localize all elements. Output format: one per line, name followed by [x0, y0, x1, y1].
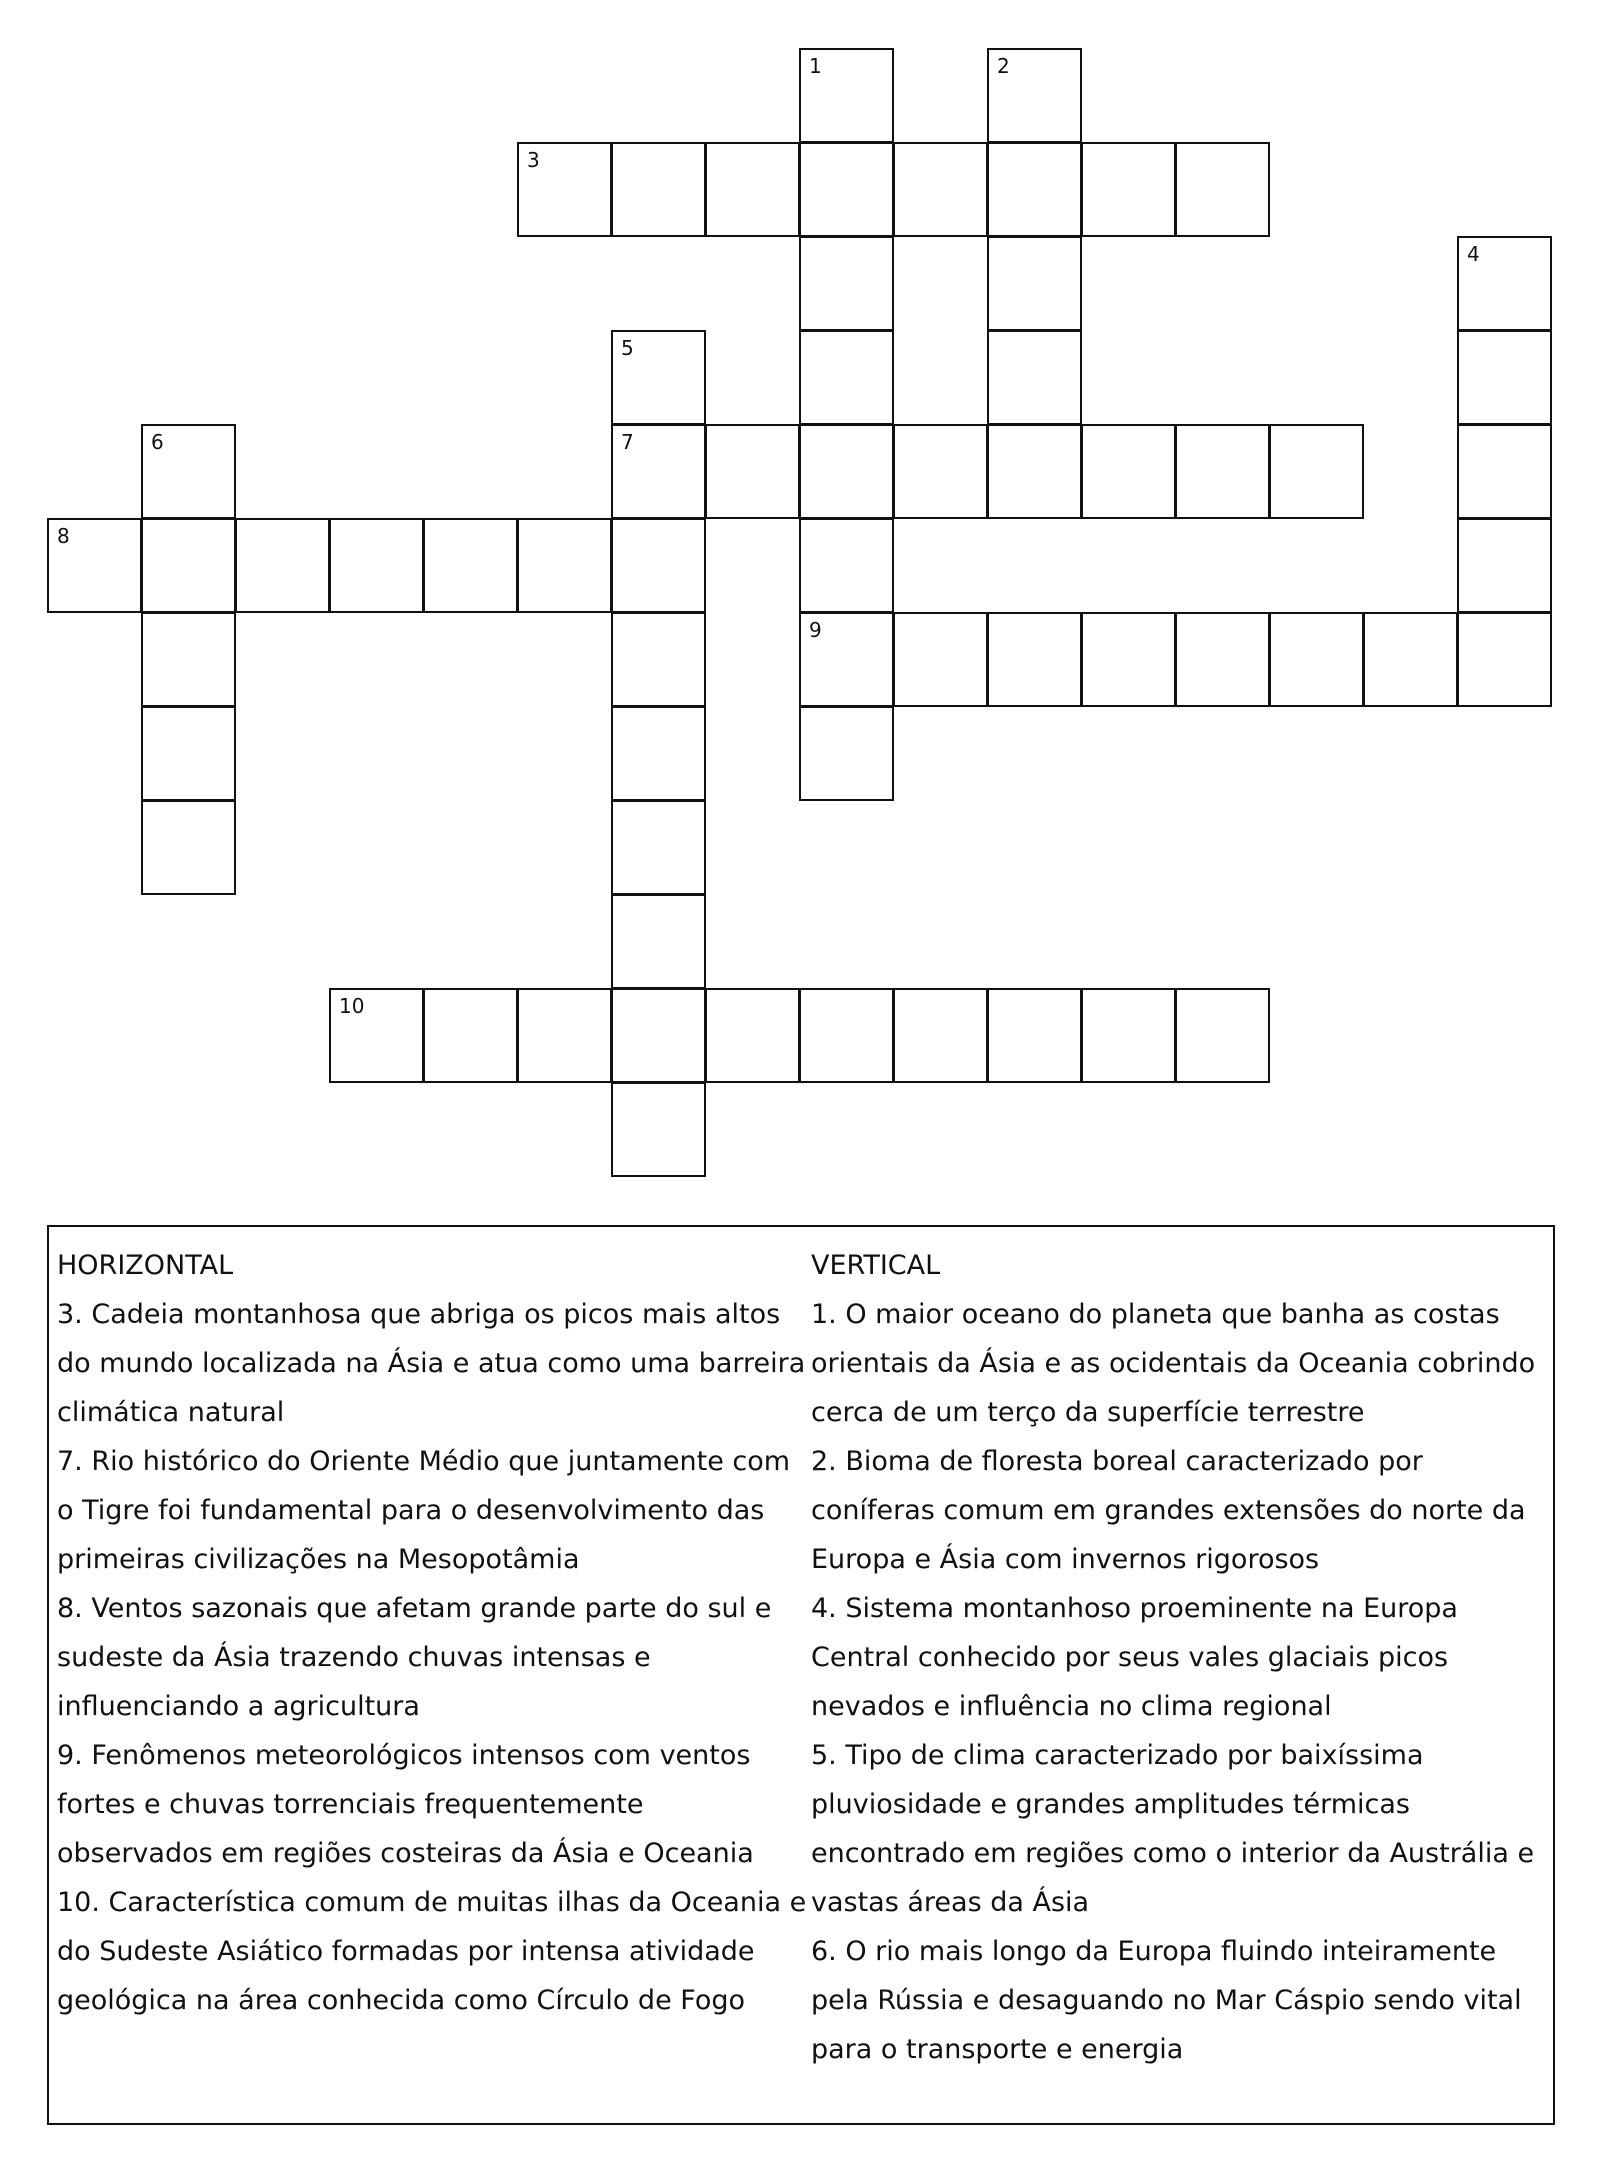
clue-number: 1 [809, 54, 822, 78]
clues-box [47, 1225, 1555, 2125]
grid-cell[interactable] [1081, 988, 1176, 1083]
grid-cell[interactable] [799, 330, 894, 425]
grid-cell[interactable] [1081, 424, 1176, 519]
grid-cell[interactable] [893, 988, 988, 1083]
vertical-clue-line: 2. Bioma de floresta boreal caracterizado por [811, 1446, 1423, 1477]
horizontal-clue-line: do mundo localizada na Ásia e atua como uma barreira [57, 1348, 806, 1379]
grid-cell[interactable] [799, 424, 894, 519]
grid-cell[interactable] [1175, 142, 1270, 237]
horizontal-clues-column [57, 1241, 817, 2025]
grid-cell[interactable] [1269, 424, 1364, 519]
horizontal-clue-line: 7. Rio histórico do Oriente Médio que juntamente com [57, 1446, 791, 1477]
grid-cell[interactable] [1457, 424, 1552, 519]
grid-cell[interactable] [799, 612, 894, 707]
grid-cell[interactable] [799, 48, 894, 143]
grid-cell[interactable] [799, 236, 894, 331]
grid-cell[interactable] [1457, 236, 1552, 331]
grid-cell[interactable] [1081, 612, 1176, 707]
grid-cell[interactable] [987, 142, 1082, 237]
clue-number: 10 [339, 994, 365, 1018]
vertical-clues-column [811, 1241, 1551, 2074]
grid-cell[interactable] [799, 518, 894, 613]
horizontal-clue-line: 9. Fenômenos meteorológicos intensos com ventos [57, 1740, 751, 1771]
grid-cell[interactable] [329, 988, 424, 1083]
vertical-clue-line: 1. O maior oceano do planeta que banha as costas [811, 1299, 1500, 1330]
grid-cell[interactable] [329, 518, 424, 613]
clue-number: 2 [997, 54, 1010, 78]
horizontal-heading: HORIZONTAL [57, 1250, 234, 1281]
grid-cell[interactable] [611, 1082, 706, 1177]
grid-cell[interactable] [705, 142, 800, 237]
grid-cell[interactable] [987, 424, 1082, 519]
vertical-clue-line: para o transporte e energia [811, 2034, 1184, 2065]
vertical-clue-line: vastas áreas da Ásia [811, 1887, 1090, 1918]
clue-number: 8 [57, 524, 70, 548]
vertical-clue-line: 5. Tipo de clima caracterizado por baixíssima [811, 1740, 1424, 1771]
horizontal-clue-line: 8. Ventos sazonais que afetam grande parte do sul e [57, 1593, 772, 1624]
horizontal-clue-line: 3. Cadeia montanhosa que abriga os picos mais altos [57, 1299, 781, 1330]
grid-cell[interactable] [141, 424, 236, 519]
horizontal-clue-line: climática natural [57, 1397, 285, 1428]
clue-number: 7 [621, 430, 634, 454]
grid-cell[interactable] [611, 142, 706, 237]
grid-cell[interactable] [1175, 988, 1270, 1083]
vertical-clue-line: coníferas comum em grandes extensões do norte da [811, 1495, 1526, 1526]
grid-cell[interactable] [141, 800, 236, 895]
grid-cell[interactable] [235, 518, 330, 613]
horizontal-clue-line: primeiras civilizações na Mesopotâmia [57, 1544, 580, 1575]
grid-cell[interactable] [611, 518, 706, 613]
grid-cell[interactable] [705, 988, 800, 1083]
vertical-clue-line: orientais da Ásia e as ocidentais da Oceania cobrindo [811, 1348, 1536, 1379]
vertical-clue-line: encontrado em regiões como o interior da Austrália e [811, 1838, 1535, 1869]
grid-cell[interactable] [893, 424, 988, 519]
horizontal-clue-line: influenciando a agricultura [57, 1691, 420, 1722]
grid-cell[interactable] [1175, 612, 1270, 707]
vertical-clue-line: Europa e Ásia com invernos rigorosos [811, 1544, 1320, 1575]
horizontal-clue-line: 10. Característica comum de muitas ilhas da Oceania e [57, 1887, 807, 1918]
vertical-clue-line: pluviosidade e grandes amplitudes térmicas [811, 1789, 1410, 1820]
grid-cell[interactable] [799, 706, 894, 801]
clue-number: 4 [1467, 242, 1480, 266]
grid-cell[interactable] [705, 424, 800, 519]
grid-cell[interactable] [141, 706, 236, 801]
grid-cell[interactable] [611, 612, 706, 707]
grid-cell[interactable] [1269, 612, 1364, 707]
grid-cell[interactable] [611, 800, 706, 895]
grid-cell[interactable] [1363, 612, 1458, 707]
clue-number: 6 [151, 430, 164, 454]
grid-cell[interactable] [1457, 612, 1552, 707]
horizontal-clue-line: o Tigre foi fundamental para o desenvolvimento das [57, 1495, 765, 1526]
horizontal-clue-line: geológica na área conhecida como Círculo de Fogo [57, 1985, 746, 2016]
vertical-clue-line: cerca de um terço da superfície terrestre [811, 1397, 1365, 1428]
vertical-clue-line: pela Rússia e desaguando no Mar Cáspio sendo vital [811, 1985, 1522, 2016]
clue-number: 3 [527, 148, 540, 172]
grid-cell[interactable] [893, 612, 988, 707]
grid-cell[interactable] [987, 612, 1082, 707]
grid-cell[interactable] [987, 236, 1082, 331]
grid-cell[interactable] [799, 988, 894, 1083]
grid-cell[interactable] [987, 48, 1082, 143]
grid-cell[interactable] [1081, 142, 1176, 237]
grid-cell[interactable] [517, 518, 612, 613]
grid-cell[interactable] [517, 988, 612, 1083]
vertical-clue-line: nevados e influência no clima regional [811, 1691, 1332, 1722]
vertical-clue-line: 4. Sistema montanhoso proeminente na Europa [811, 1593, 1458, 1624]
horizontal-clue-line: sudeste da Ásia trazendo chuvas intensas e [57, 1642, 651, 1673]
grid-cell[interactable] [611, 706, 706, 801]
grid-cell[interactable] [517, 142, 612, 237]
vertical-clue-line: Central conhecido por seus vales glaciais picos [811, 1642, 1449, 1673]
grid-cell[interactable] [799, 142, 894, 237]
grid-cell[interactable] [987, 330, 1082, 425]
grid-cell[interactable] [611, 424, 706, 519]
grid-cell[interactable] [987, 988, 1082, 1083]
grid-cell[interactable] [47, 518, 142, 613]
clue-number: 5 [621, 336, 634, 360]
horizontal-clue-line: do Sudeste Asiático formadas por intensa atividade [57, 1936, 755, 1967]
grid-cell[interactable] [1457, 330, 1552, 425]
vertical-heading: VERTICAL [811, 1250, 941, 1281]
grid-cell[interactable] [611, 894, 706, 989]
grid-cell[interactable] [141, 518, 236, 613]
clue-number: 9 [809, 618, 822, 642]
grid-cell[interactable] [1457, 518, 1552, 613]
vertical-clue-line: 6. O rio mais longo da Europa fluindo inteiramente [811, 1936, 1497, 1967]
grid-cell[interactable] [423, 988, 518, 1083]
grid-cell[interactable] [611, 330, 706, 425]
horizontal-clue-line: observados em regiões costeiras da Ásia e Oceania [57, 1838, 754, 1869]
grid-cell[interactable] [141, 612, 236, 707]
grid-cell[interactable] [893, 142, 988, 237]
grid-cell[interactable] [611, 988, 706, 1083]
grid-cell[interactable] [423, 518, 518, 613]
grid-cell[interactable] [1175, 424, 1270, 519]
horizontal-clue-line: fortes e chuvas torrenciais frequentemente [57, 1789, 644, 1820]
